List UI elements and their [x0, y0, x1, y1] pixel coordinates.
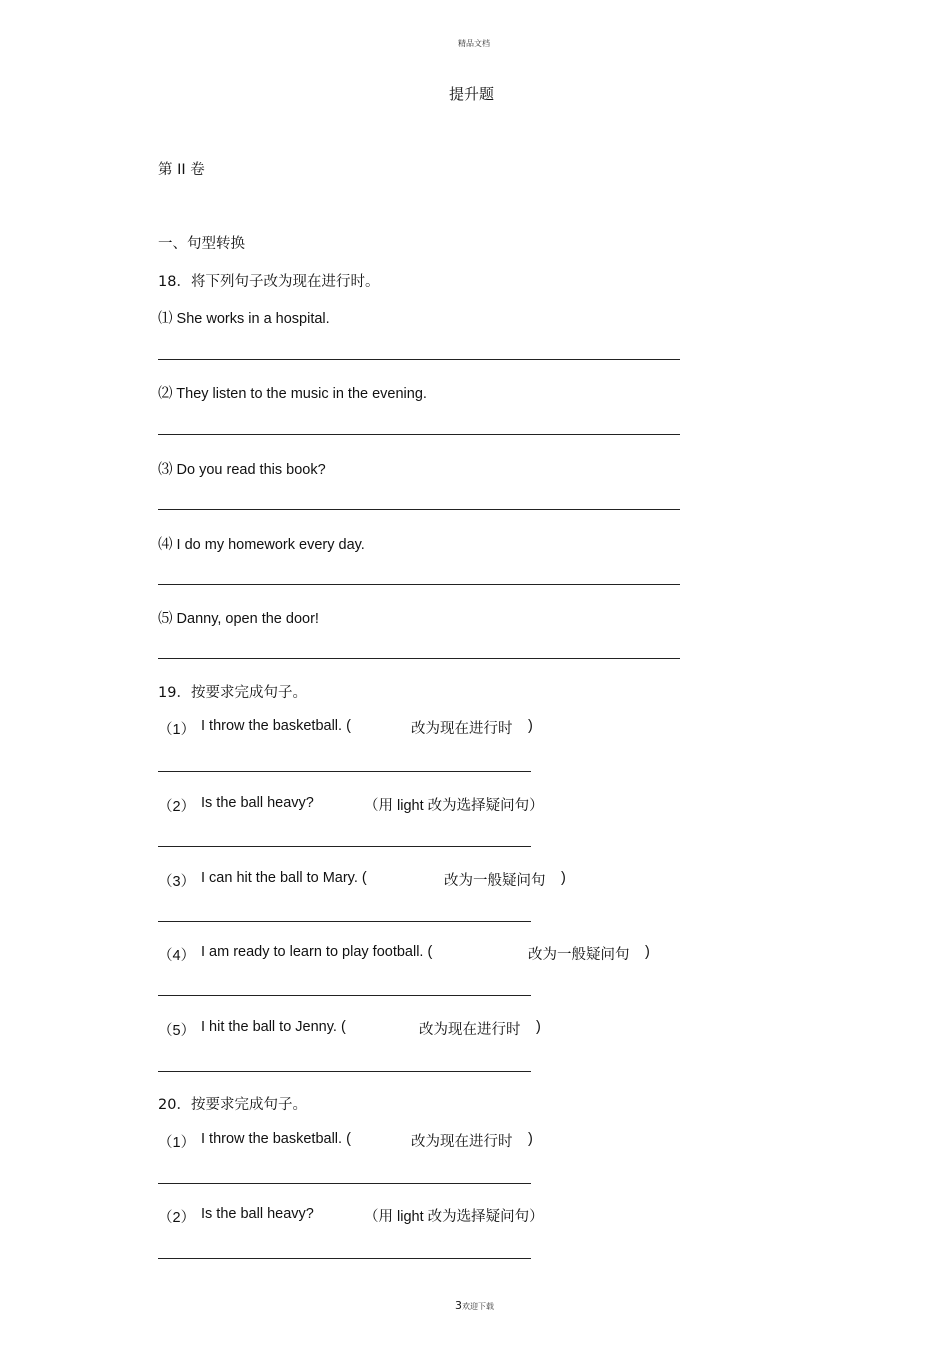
footer-text: 欢迎下载 — [462, 1302, 494, 1311]
q20-item-2-num: （2） — [158, 1210, 196, 1226]
answer-line[interactable] — [158, 509, 680, 510]
q19-item-1-close: ) — [528, 718, 533, 734]
answer-line[interactable] — [158, 1258, 531, 1259]
q19-stem: 19．按要求完成句子。 — [158, 685, 307, 701]
q19-item-1-num: （1） — [158, 722, 196, 738]
q20-item-2-instruction: （用 light 改为选择疑问句） — [364, 1209, 544, 1225]
q18-item-1: ⑴ She works in a hospital. — [158, 311, 330, 327]
footer — [455, 1299, 494, 1312]
answer-line[interactable] — [158, 658, 680, 659]
q18-item-5: ⑸ Danny, open the door! — [158, 611, 319, 627]
q19-item-4-text: I am ready to learn to play football. ( — [201, 944, 433, 960]
answer-line[interactable] — [158, 771, 531, 772]
q18-item-4: ⑷ I do my homework every day. — [158, 537, 365, 553]
volume-label: 第 II 卷 — [158, 162, 205, 178]
q19-item-2-num: （2） — [158, 799, 196, 815]
q20-item-1-text: I throw the basketball. ( — [201, 1131, 351, 1147]
q19-item-5-instruction: 改为现在进行时 — [419, 1022, 521, 1038]
q20-stem: 20．按要求完成句子。 — [158, 1097, 307, 1113]
q19-item-3-close: ) — [561, 870, 566, 886]
q18-stem: 18．将下列句子改为现在进行时。 — [158, 274, 380, 290]
q19-item-3-text: I can hit the ball to Mary. ( — [201, 870, 367, 886]
q19-item-4-instruction: 改为一般疑问句 — [528, 947, 630, 963]
section-title: 一、句型转换 — [158, 236, 245, 252]
q19-item-3-num: （3） — [158, 874, 196, 890]
answer-line[interactable] — [158, 1183, 531, 1184]
q20-item-1-num: （1） — [158, 1135, 196, 1151]
q19-item-5-text: I hit the ball to Jenny. ( — [201, 1019, 346, 1035]
answer-line[interactable] — [158, 1071, 531, 1072]
q19-item-1-text: I throw the basketball. ( — [201, 718, 351, 734]
answer-line[interactable] — [158, 434, 680, 435]
page-title: 提升题 — [449, 85, 495, 103]
answer-line[interactable] — [158, 995, 531, 996]
q20-item-1-close: ) — [528, 1131, 533, 1147]
q18-item-2: ⑵ They listen to the music in the evening. — [158, 386, 427, 402]
q19-item-3-instruction: 改为一般疑问句 — [444, 873, 546, 889]
page-number: 3 — [455, 1299, 462, 1312]
q19-item-4-num: （4） — [158, 948, 196, 964]
q19-item-5-num: （5） — [158, 1023, 196, 1039]
answer-line[interactable] — [158, 921, 531, 922]
answer-line[interactable] — [158, 359, 680, 360]
q18-item-3: ⑶ Do you read this book? — [158, 462, 326, 478]
q19-item-2-instruction: （用 light 改为选择疑问句） — [364, 798, 544, 814]
q20-item-1-instruction: 改为现在进行时 — [411, 1134, 513, 1150]
header-watermark: 精品文档 — [458, 39, 490, 48]
q19-item-4-close: ) — [645, 944, 650, 960]
q19-item-5-close: ) — [536, 1019, 541, 1035]
q20-item-2-text: Is the ball heavy? — [201, 1206, 314, 1222]
answer-line[interactable] — [158, 584, 680, 585]
answer-line[interactable] — [158, 846, 531, 847]
q19-item-1-instruction: 改为现在进行时 — [411, 721, 513, 737]
q19-item-2-text: Is the ball heavy? — [201, 795, 314, 811]
